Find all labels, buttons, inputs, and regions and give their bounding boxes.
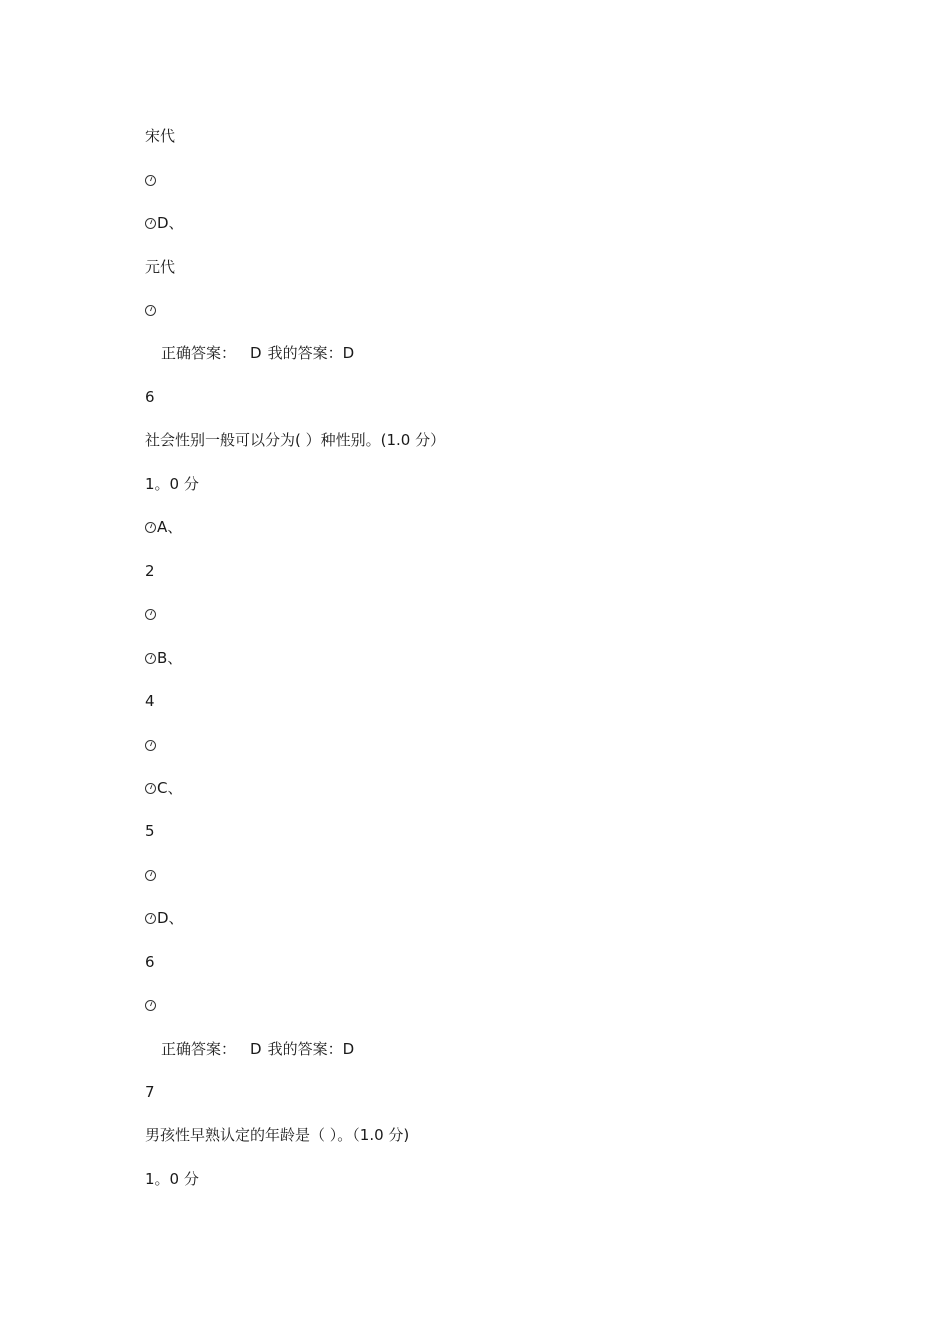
answer-line <box>161 1037 354 1061</box>
option-d-row[interactable]: D、 <box>145 211 184 235</box>
question-score: 1。0 分 <box>145 475 199 493</box>
option-b-row[interactable]: B、 <box>145 646 182 670</box>
option-c-row[interactable]: C、 <box>145 776 182 800</box>
radio-button-icon[interactable] <box>145 609 156 620</box>
radio-row[interactable] <box>145 602 157 626</box>
option-c-text: 宋代 <box>145 127 176 145</box>
my-answer-value: D <box>342 1040 355 1058</box>
option-d-text: 6 <box>145 953 155 971</box>
radio-row[interactable] <box>145 168 157 192</box>
correct-answer-label: 正确答案： <box>161 1040 237 1058</box>
question-score: 1。0 分 <box>145 1170 199 1188</box>
my-answer-label: 我的答案： <box>267 1040 343 1058</box>
radio-row[interactable] <box>145 733 157 757</box>
question-number: 6 <box>145 388 155 406</box>
correct-answer-label: 正确答案： <box>161 344 237 362</box>
radio-button-icon[interactable] <box>145 913 156 924</box>
radio-button-icon[interactable] <box>145 522 156 533</box>
option-c-text: 5 <box>145 822 155 840</box>
question-text: 社会性别一般可以分为( ）种性别。(1.0 分） <box>145 431 446 449</box>
radio-button-icon[interactable] <box>145 305 156 316</box>
radio-button-icon[interactable] <box>145 783 156 794</box>
question-text: 男孩性早熟认定的年龄是（ ）。（1.0 分) <box>145 1126 410 1144</box>
radio-row[interactable] <box>145 863 157 887</box>
radio-button-icon[interactable] <box>145 1000 156 1011</box>
answer-line <box>161 341 354 365</box>
option-d-text: 元代 <box>145 258 176 276</box>
radio-button-icon[interactable] <box>145 175 156 186</box>
option-a-text: 2 <box>145 562 155 580</box>
my-answer-label: 我的答案： <box>267 344 343 362</box>
radio-button-icon[interactable] <box>145 653 156 664</box>
radio-row[interactable] <box>145 993 157 1017</box>
option-d-row[interactable]: D、 <box>145 906 184 930</box>
correct-answer-value: D <box>250 1040 262 1058</box>
option-b-text: 4 <box>145 692 155 710</box>
radio-button-icon[interactable] <box>145 740 156 751</box>
question-number: 7 <box>145 1083 155 1101</box>
correct-answer-value: D <box>250 344 262 362</box>
radio-row[interactable] <box>145 298 157 322</box>
radio-button-icon[interactable] <box>145 218 156 229</box>
my-answer-value: D <box>342 344 355 362</box>
option-a-row[interactable]: A、 <box>145 515 182 539</box>
radio-button-icon[interactable] <box>145 870 156 881</box>
